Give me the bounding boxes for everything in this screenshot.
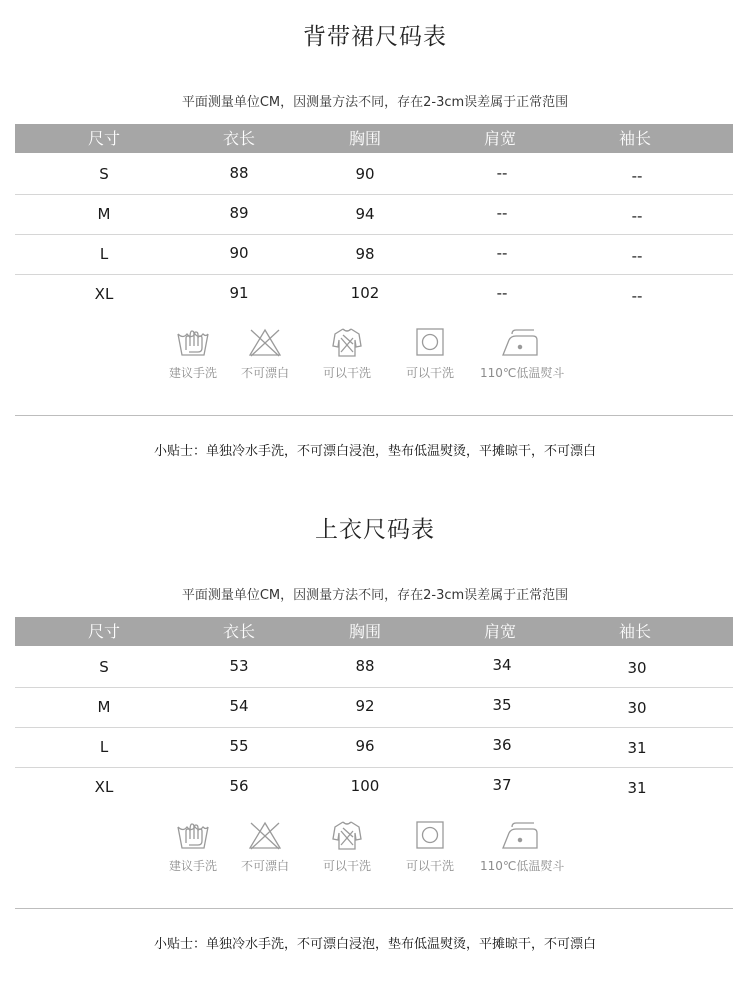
- table-row: [15, 154, 733, 195]
- header-shoulder: 肩宽: [483, 622, 516, 641]
- chart-title: 上衣尺码表: [315, 517, 435, 543]
- care-instructions: [0, 819, 750, 889]
- header-length: 衣长: [222, 129, 255, 148]
- cell-size: S: [99, 165, 109, 183]
- cell-bust: 94: [355, 205, 375, 223]
- divider: [15, 908, 733, 909]
- cell-length: 91: [229, 284, 249, 302]
- cell-size: L: [99, 245, 109, 263]
- care-label: 可以干洗: [322, 366, 371, 380]
- care-label: 可以干洗: [405, 366, 454, 380]
- cell-length: 55: [229, 737, 249, 755]
- care-instructions: [0, 326, 750, 396]
- cell-bust: 100: [350, 777, 380, 795]
- cell-size: M: [97, 205, 111, 223]
- care-label: 可以干洗: [405, 859, 454, 873]
- cell-length: 53: [229, 657, 249, 675]
- cell-sleeve: --: [631, 287, 643, 305]
- cell-bust: 102: [350, 284, 380, 302]
- care-item: [390, 326, 470, 381]
- header-size: 尺寸: [87, 622, 120, 641]
- cell-shoulder: 36: [492, 736, 512, 754]
- cell-shoulder: --: [496, 164, 508, 182]
- care-item: [153, 326, 233, 381]
- tumble-dry-icon: [390, 326, 470, 358]
- cell-sleeve: --: [631, 247, 643, 265]
- cell-size: M: [97, 698, 111, 716]
- header-sleeve: 袖长: [618, 622, 651, 641]
- header-sleeve: 袖长: [618, 129, 651, 148]
- cell-sleeve: 31: [627, 779, 647, 797]
- cell-shoulder: --: [496, 244, 508, 262]
- cell-bust: 88: [355, 657, 375, 675]
- cell-length: 90: [229, 244, 249, 262]
- hand-wash-icon: [153, 819, 233, 851]
- hand-wash-icon: [153, 326, 233, 358]
- measurement-note: 平面测量单位CM，因测量方法不同，存在2-3cm误差属于正常范围: [181, 95, 569, 110]
- header-bust: 胸围: [348, 129, 381, 148]
- cell-shoulder: --: [496, 284, 508, 302]
- care-tip: 小贴士：单独冷水手洗，不可漂白浸泡，垫布低温熨烫，平摊晾干，不可漂白: [153, 444, 596, 459]
- care-item: [153, 819, 233, 874]
- cell-length: 89: [229, 204, 249, 222]
- cell-shoulder: 35: [492, 696, 512, 714]
- care-item: [307, 326, 387, 381]
- table-header: [15, 124, 733, 153]
- cell-sleeve: 31: [627, 739, 647, 757]
- care-item: [480, 819, 565, 874]
- iron-icon: [480, 819, 560, 851]
- cell-sleeve: 30: [627, 699, 647, 717]
- header-size: 尺寸: [87, 129, 120, 148]
- header-bust: 胸围: [348, 622, 381, 641]
- measurement-note: 平面测量单位CM，因测量方法不同，存在2-3cm误差属于正常范围: [181, 588, 569, 603]
- header-shoulder: 肩宽: [483, 129, 516, 148]
- care-tip: 小贴士：单独冷水手洗，不可漂白浸泡，垫布低温熨烫，平摊晾干，不可漂白: [153, 937, 596, 952]
- table-row: [15, 647, 733, 688]
- cell-sleeve: --: [631, 167, 643, 185]
- cell-bust: 96: [355, 737, 375, 755]
- tumble-dry-icon: [390, 819, 470, 851]
- cell-length: 88: [229, 164, 249, 182]
- header-length: 衣长: [222, 622, 255, 641]
- dry-clean-icon: [307, 326, 387, 358]
- table-header: [15, 617, 733, 646]
- cell-bust: 92: [355, 697, 375, 715]
- care-item: [225, 819, 305, 874]
- dry-clean-icon: [307, 819, 387, 851]
- no-bleach-icon: [225, 326, 305, 358]
- care-label: 110℃低温熨斗: [480, 859, 565, 873]
- cell-shoulder: 37: [492, 776, 512, 794]
- cell-bust: 90: [355, 165, 375, 183]
- size-chart-suspender-skirt: [0, 0, 750, 490]
- iron-icon: [480, 326, 560, 358]
- care-label: 不可漂白: [240, 366, 289, 380]
- cell-size: XL: [94, 778, 114, 796]
- table-row: [15, 234, 733, 275]
- cell-size: S: [99, 658, 109, 676]
- chart-title: 背带裙尺码表: [303, 24, 447, 50]
- cell-size: XL: [94, 285, 114, 303]
- cell-sleeve: --: [631, 207, 643, 225]
- divider: [15, 415, 733, 416]
- cell-shoulder: --: [496, 204, 508, 222]
- care-label: 建议手洗: [168, 366, 217, 380]
- cell-sleeve: 30: [627, 659, 647, 677]
- table-row: [15, 274, 733, 314]
- table-row: [15, 687, 733, 728]
- care-item: [390, 819, 470, 874]
- table-row: [15, 194, 733, 235]
- care-item: [480, 326, 565, 381]
- care-item: [307, 819, 387, 874]
- cell-length: 54: [229, 697, 249, 715]
- table-row: [15, 767, 733, 807]
- care-label: 不可漂白: [240, 859, 289, 873]
- care-label: 可以干洗: [322, 859, 371, 873]
- table-row: [15, 727, 733, 768]
- cell-shoulder: 34: [492, 656, 512, 674]
- care-label: 110℃低温熨斗: [480, 366, 565, 380]
- cell-length: 56: [229, 777, 249, 795]
- care-item: [225, 326, 305, 381]
- cell-size: L: [99, 738, 109, 756]
- cell-bust: 98: [355, 245, 375, 263]
- size-chart-top: [0, 493, 750, 986]
- care-label: 建议手洗: [168, 859, 217, 873]
- no-bleach-icon: [225, 819, 305, 851]
